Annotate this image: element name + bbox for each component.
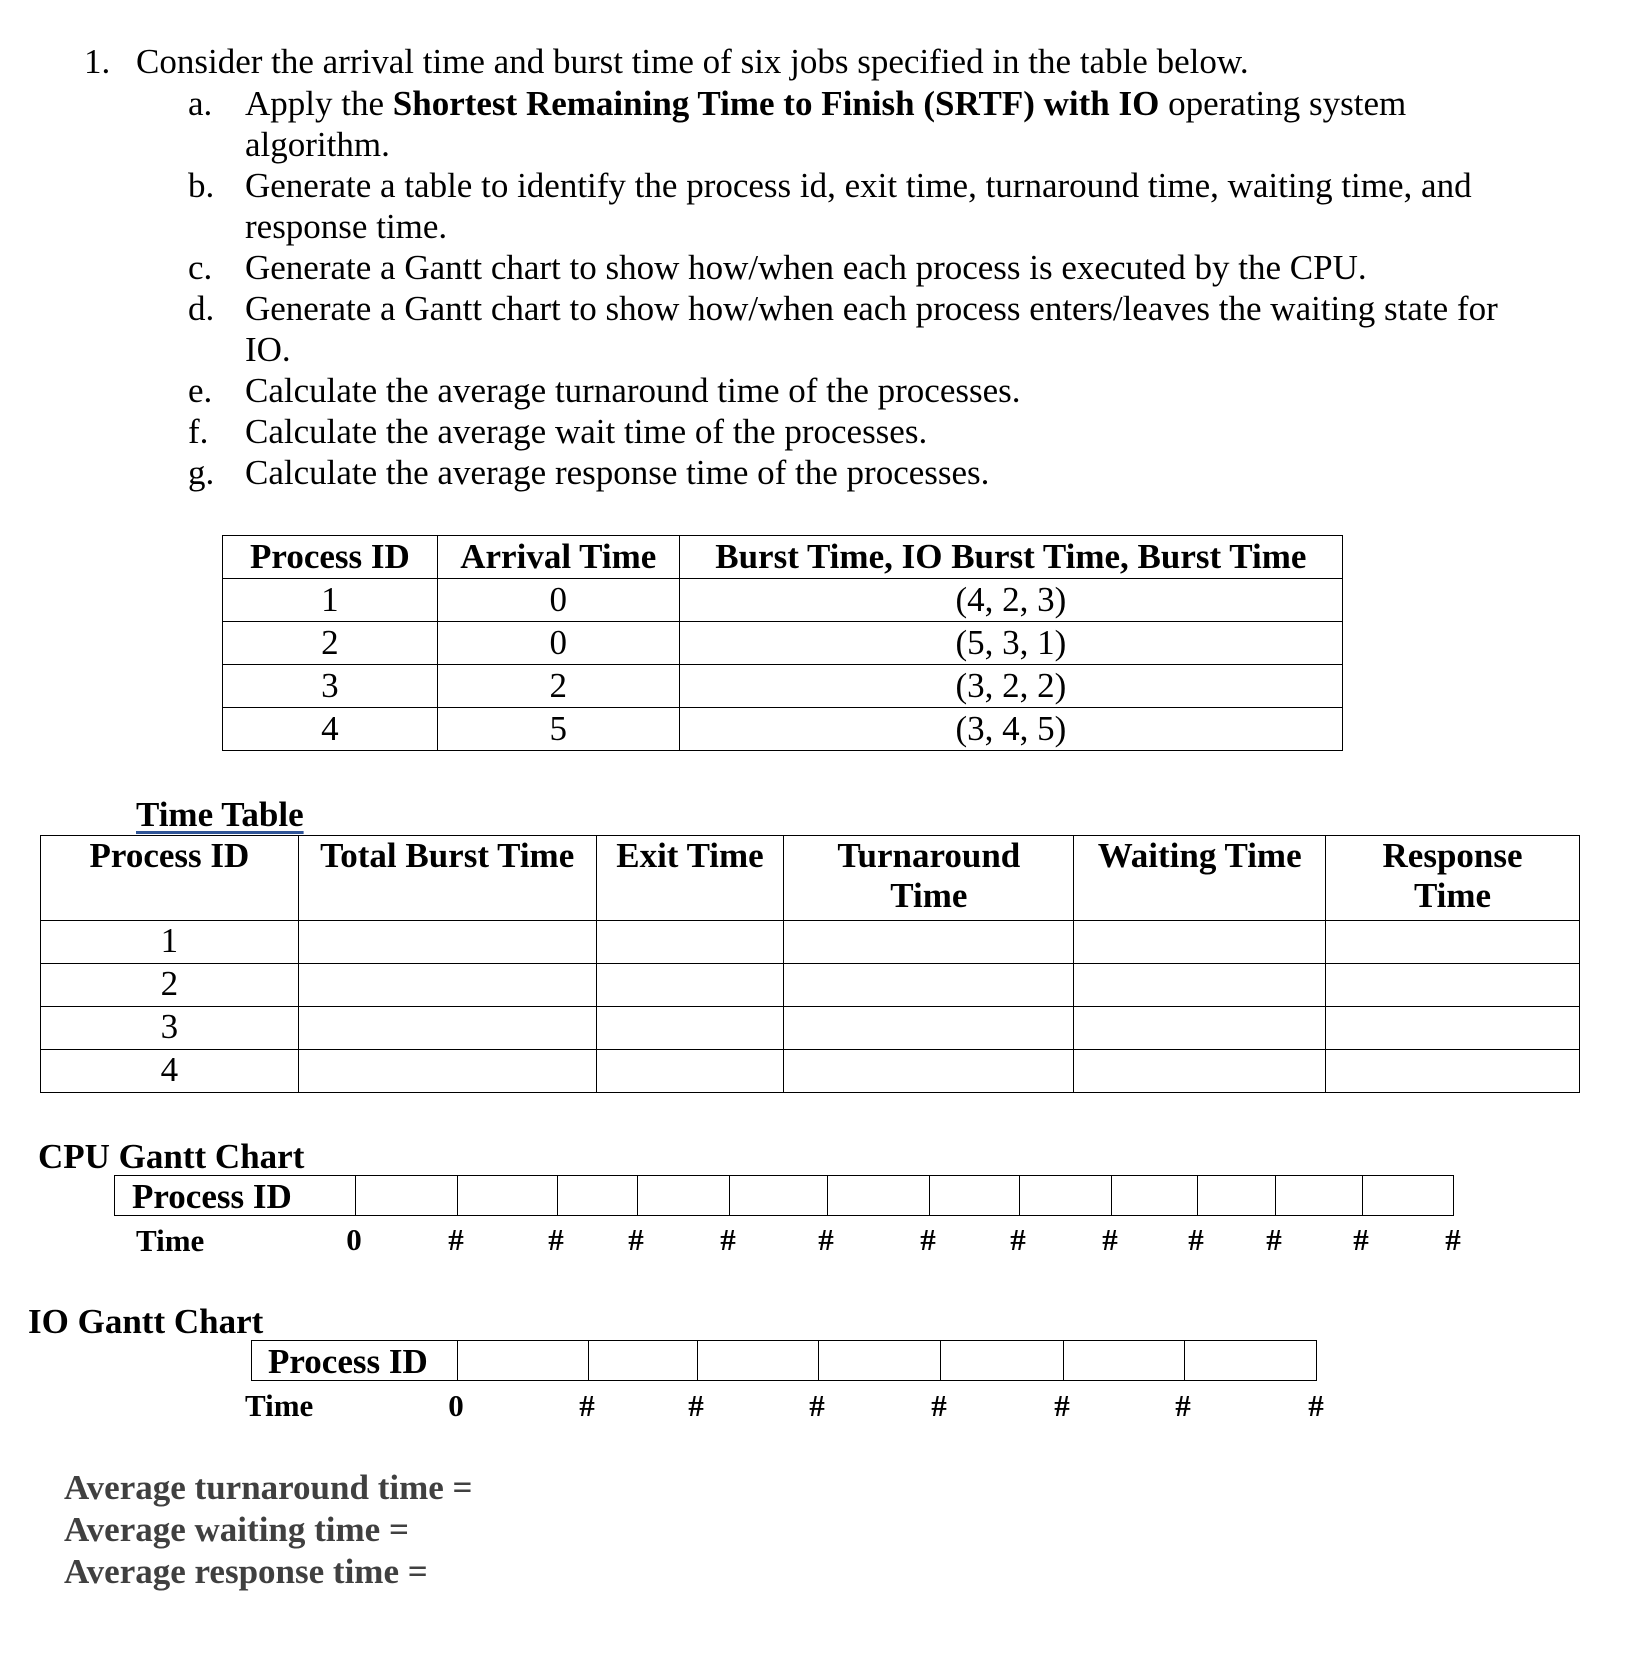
average-waiting-label: Average waiting time =: [64, 1510, 409, 1549]
header-exit-time: Exit Time: [596, 836, 784, 921]
header-line: Turnaround: [837, 836, 1021, 875]
part-letter: g.: [188, 453, 215, 492]
io-gantt-slot-divider: [1184, 1341, 1185, 1380]
cell-empty[interactable]: [1074, 1050, 1326, 1093]
cell-burst-time: (5, 3, 1): [679, 622, 1342, 665]
cpu-gantt-slot-divider: [1197, 1176, 1198, 1215]
io-gantt-slot-divider: [588, 1341, 589, 1380]
cell-empty[interactable]: [298, 921, 596, 964]
header-line: Time: [890, 876, 968, 915]
part-text: Generate a Gantt chart to show how/when each process is executed by the CPU.: [245, 248, 1367, 287]
part-text: Generate a Gantt chart to show how/when each process enters/leaves the waiting state for: [245, 289, 1498, 328]
average-turnaround-label: Average turnaround time =: [64, 1468, 473, 1507]
io-gantt-time-label: Time: [245, 1388, 314, 1423]
time-table-title: Time Table: [136, 795, 304, 834]
question-intro: Consider the arrival time and burst time of six jobs specified in the table below.: [136, 42, 1249, 81]
io-gantt-slot-divider: [697, 1341, 698, 1380]
io-gantt-slot-divider: [940, 1341, 941, 1380]
header-process-id: Process ID: [223, 536, 438, 579]
header-response-time: [1326, 836, 1580, 921]
io-gantt-time-tick: #: [809, 1388, 825, 1423]
cpu-gantt-time-tick: #: [1353, 1222, 1369, 1257]
cell-empty[interactable]: [596, 1007, 784, 1050]
table-header-row: [223, 536, 1343, 579]
cell-burst-time: (3, 2, 2): [679, 665, 1342, 708]
part-text: Generate a table to identify the process id, exit time, turnaround time, waiting time, and: [245, 166, 1472, 205]
cell-empty[interactable]: [298, 1050, 596, 1093]
cell-empty[interactable]: [1074, 921, 1326, 964]
question-number: 1.: [84, 42, 111, 81]
header-total-burst-time: Total Burst Time: [298, 836, 596, 921]
part-text-bold: Shortest Remaining Time to Finish (SRTF) with IO: [392, 84, 1160, 123]
cpu-gantt-time-tick: #: [1445, 1222, 1461, 1257]
io-gantt-time-tick: #: [931, 1388, 947, 1423]
header-waiting-time: Waiting Time: [1074, 836, 1326, 921]
table-header-row: [41, 836, 1580, 921]
cpu-gantt-row-label: Process ID: [132, 1177, 292, 1216]
table-row: [223, 665, 1343, 708]
cell-empty[interactable]: [1326, 1050, 1580, 1093]
cpu-gantt-slot-divider: [637, 1176, 638, 1215]
cpu-gantt-time-tick: #: [1266, 1222, 1282, 1257]
part-text-pre: Apply the: [245, 84, 393, 123]
cell-process-id: 3: [41, 1007, 299, 1050]
cpu-gantt-slot-divider: [457, 1176, 458, 1215]
cell-empty[interactable]: [298, 964, 596, 1007]
header-arrival-time: Arrival Time: [437, 536, 679, 579]
cell-empty[interactable]: [596, 921, 784, 964]
cpu-gantt-slot-divider: [1019, 1176, 1020, 1215]
cell-empty[interactable]: [298, 1007, 596, 1050]
part-letter: d.: [188, 289, 215, 328]
cpu-gantt-time-tick: #: [818, 1222, 834, 1257]
cell-process-id: 3: [223, 665, 438, 708]
cell-process-id: 4: [41, 1050, 299, 1093]
table-row: [41, 921, 1580, 964]
cell-arrival-time: 2: [437, 665, 679, 708]
part-text: Calculate the average wait time of the processes.: [245, 412, 928, 451]
part-letter: b.: [188, 166, 215, 205]
table-row: [223, 579, 1343, 622]
cpu-gantt-time-tick: 0: [346, 1222, 362, 1257]
time-table: [40, 835, 1580, 1093]
cell-empty[interactable]: [784, 1007, 1074, 1050]
cell-process-id: 1: [41, 921, 299, 964]
io-gantt-slot-divider: [1063, 1341, 1064, 1380]
cpu-gantt-time-tick: #: [1010, 1222, 1026, 1257]
cpu-gantt-slot-divider: [729, 1176, 730, 1215]
cpu-gantt-time-tick: #: [448, 1222, 464, 1257]
cell-empty[interactable]: [596, 964, 784, 1007]
cpu-gantt-time-tick: #: [548, 1222, 564, 1257]
cell-burst-time: (4, 2, 3): [679, 579, 1342, 622]
part-text: Calculate the average turnaround time of the processes.: [245, 371, 1021, 410]
io-gantt-row-label: Process ID: [268, 1342, 428, 1381]
table-row: [41, 1050, 1580, 1093]
part-text-line2: algorithm.: [245, 125, 390, 164]
io-gantt-title: IO Gantt Chart: [28, 1302, 264, 1341]
cell-empty[interactable]: [1326, 921, 1580, 964]
io-gantt-time-tick: 0: [448, 1388, 464, 1423]
io-gantt-time-tick: #: [688, 1388, 704, 1423]
part-text: [245, 86, 1406, 121]
part-letter: c.: [188, 248, 213, 287]
table-row: [223, 622, 1343, 665]
cpu-gantt-time-tick: #: [628, 1222, 644, 1257]
part-text-post: operating system: [1159, 84, 1407, 123]
cpu-gantt-slot-divider: [827, 1176, 828, 1215]
job-table: [222, 535, 1343, 751]
cell-process-id: 4: [223, 708, 438, 751]
table-row: [223, 708, 1343, 751]
cpu-gantt-time-label: Time: [136, 1223, 205, 1258]
cell-process-id: 1: [223, 579, 438, 622]
part-letter: f.: [188, 412, 209, 451]
cell-arrival-time: 5: [437, 708, 679, 751]
cpu-gantt-title: CPU Gantt Chart: [38, 1137, 305, 1176]
part-text: Calculate the average response time of the processes.: [245, 453, 990, 492]
cell-empty[interactable]: [1326, 964, 1580, 1007]
io-gantt-row: [251, 1340, 1317, 1381]
cell-empty[interactable]: [1074, 1007, 1326, 1050]
table-row: [41, 1007, 1580, 1050]
cell-empty[interactable]: [1074, 964, 1326, 1007]
part-text-line2: IO.: [245, 330, 291, 369]
cpu-gantt-slot-divider: [1362, 1176, 1363, 1215]
cpu-gantt-slot-divider: [1275, 1176, 1276, 1215]
cell-empty[interactable]: [784, 964, 1074, 1007]
header-line: Response: [1382, 836, 1523, 875]
cell-arrival-time: 0: [437, 579, 679, 622]
cell-empty[interactable]: [596, 1050, 784, 1093]
io-gantt-slot-divider: [818, 1341, 819, 1380]
cpu-gantt-slot-divider: [355, 1176, 356, 1215]
cell-arrival-time: 0: [437, 622, 679, 665]
cpu-gantt-slot-divider: [1111, 1176, 1112, 1215]
cell-process-id: 2: [223, 622, 438, 665]
table-row: [41, 964, 1580, 1007]
cpu-gantt-row: [114, 1175, 1454, 1216]
cpu-gantt-time-tick: #: [720, 1222, 736, 1257]
part-letter: e.: [188, 371, 213, 410]
cpu-gantt-time-tick: #: [1102, 1222, 1118, 1257]
cell-empty[interactable]: [1326, 1007, 1580, 1050]
part-letter: a.: [188, 84, 213, 123]
header-turnaround-time: [784, 836, 1074, 921]
cpu-gantt-time-tick: #: [1188, 1222, 1204, 1257]
cell-burst-time: (3, 4, 5): [679, 708, 1342, 751]
io-gantt-time-tick: #: [1054, 1388, 1070, 1423]
part-text-line2: response time.: [245, 207, 448, 246]
header-line: Time: [1413, 876, 1492, 915]
cell-process-id: 2: [41, 964, 299, 1007]
header-process-id: Process ID: [41, 836, 299, 921]
io-gantt-slot-divider: [457, 1341, 458, 1380]
io-gantt-time-tick: #: [1175, 1388, 1191, 1423]
cpu-gantt-slot-divider: [929, 1176, 930, 1215]
header-burst-time: Burst Time, IO Burst Time, Burst Time: [679, 536, 1342, 579]
cell-empty[interactable]: [784, 921, 1074, 964]
cell-empty[interactable]: [784, 1050, 1074, 1093]
average-response-label: Average response time =: [64, 1552, 428, 1591]
cpu-gantt-time-tick: #: [920, 1222, 936, 1257]
io-gantt-time-tick: #: [579, 1388, 595, 1423]
cpu-gantt-slot-divider: [557, 1176, 558, 1215]
io-gantt-time-tick: #: [1308, 1388, 1324, 1423]
